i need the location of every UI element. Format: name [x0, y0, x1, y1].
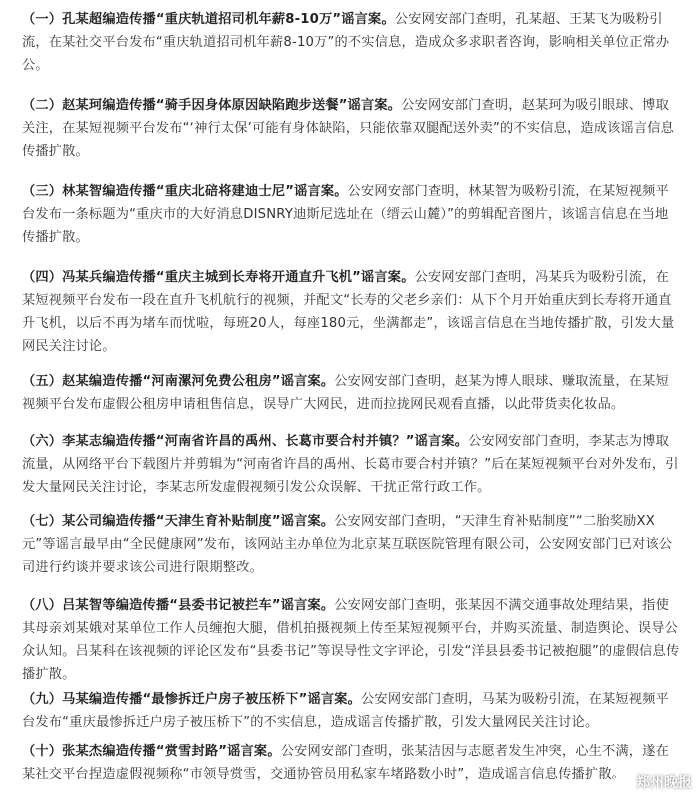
case-body: 公安网安部门查明，马某为吸粉引流，在某短视频平台发布“重庆最惨拆迁户房子被压桥下”的不实信息，造成谣言传播扩散，引发大量网民关注讨论。 — [22, 692, 669, 730]
case-body: 公安网安部门查明，李某志为博取流量，从网络平台下载图片并剪辑为“河南省许昌的禹州、长葛市要合村并镇？”后在某短视频平台对外发布，引发大量网民关注讨论，李某志所发虚假视频引发公众误解、干扰正常行政工作。 — [22, 434, 679, 495]
watermark-text: 郑州晚报 — [636, 775, 692, 791]
case-heading: （七）某公司编造传播“天津生育补贴制度”谣言案。 — [22, 514, 335, 529]
case-item-7 — [22, 510, 680, 579]
case-body: 公安网安部门查明，张某洁因与志愿者发生冲突，心生不满，遂在某社交平台捏造虚假视频称“市领导赏雪，交通协管员用私家车堵路数小时”，造成谣言信息传播扩散。 — [22, 744, 669, 782]
case-body: 公安网安部门查明，赵某珂为吸引眼球、博取关注，在某短视频平台发布“‘神行太保’可能有身体缺陷，只能依靠双腿配送外卖”的不实信息，造成该谣言信息传播扩散。 — [22, 98, 675, 159]
case-body: 公安网安部门查明，赵某为博人眼球、赚取流量，在某短视频平台发布虚假公租房申请租售信息，误导广大网民，进而拉拢网民观看直播，以此带货卖化妆品。 — [22, 374, 669, 412]
case-heading: （五）赵某编造传播“河南漯河免费公租房”谣言案。 — [22, 374, 335, 389]
case-body: 公安网安部门查明，“天津生育补贴制度”“二胎奖励XX元”等谣言最早由“全民健康网”发布，该网站主办单位为北京某互联医院管理有限公司，公安网安部门已对该公司进行约谈并要求该公司进行限期整改。 — [22, 514, 673, 575]
case-heading: （十）张某杰编造传播“赏雪封路”谣言案。 — [22, 744, 281, 759]
case-body: 公安网安部门查明，孔某超、王某飞为吸粉引流，在某社交平台发布“重庆轨道招司机年薪8-10万”的不实信息，造成众多求职者咨询，影响相关单位正常办公。 — [22, 12, 670, 73]
case-item-5 — [22, 370, 680, 416]
case-item-4 — [22, 266, 680, 358]
case-item-1 — [22, 8, 680, 77]
case-body: 公安网安部门查明，林某智为吸粉引流，在某短视频平台发布一条标题为“重庆市的大好消息DISNRY迪斯尼选址在（缙云山麓）”的剪辑配音图片，该谣言信息在当地传播扩散。 — [22, 184, 669, 245]
case-item-8 — [22, 594, 680, 686]
case-body: 公安网安部门查明，冯某兵为吸粉引流，在某短视频平台发布一段在直升飞机航行的视频，并配文“长寿的父老乡亲们：从下个月开始重庆到长寿将开通直升飞机，以后不再为堵车而忧啦，每班20人，每座180元，坐满都走”，该谣言信息在当地传播扩散，引发大量网民关注讨论。 — [22, 270, 675, 354]
case-heading: （二）赵某珂编造传播“骑手因身体原因缺陷跑步送餐”谣言案。 — [22, 98, 402, 113]
case-item-6 — [22, 430, 680, 499]
case-heading: （九）马某编造传播“最惨拆迁户房子被压桥下”谣言案。 — [22, 692, 362, 707]
weibo-icon — [610, 773, 632, 791]
case-heading: （一）孔某超编造传播“重庆轨道招司机年薪8-10万”谣言案。 — [22, 12, 395, 27]
case-item-10 — [22, 740, 680, 786]
case-item-9 — [22, 688, 680, 734]
case-heading: （六）李某志编造传播“河南省许昌的禹州、长葛市要合村并镇？”谣言案。 — [22, 434, 469, 449]
case-heading: （四）冯某兵编造传播“重庆主城到长寿将开通直升飞机”谣言案。 — [22, 270, 415, 285]
case-item-2 — [22, 94, 680, 163]
case-heading: （三）林某智编造传播“重庆北碚将建迪士尼”谣言案。 — [22, 184, 348, 199]
case-heading: （八）吕某智等编造传播“县委书记被拦车”谣言案。 — [22, 598, 335, 613]
source-watermark — [610, 772, 692, 792]
case-item-3 — [22, 180, 680, 249]
case-body: 公安网安部门查明，张某因不满交通事故处理结果，指使其母亲刘某娥对某单位工作人员缠抱大腿，借机拍摄视频上传至某短视频平台，并购买流量、制造舆论、误导公众认知。吕某科在该视频的评论区发布“县委书记”等误导性文字评论，引发“洋县县委书记被抱腿”的虚假信息传播扩散。 — [22, 598, 680, 682]
